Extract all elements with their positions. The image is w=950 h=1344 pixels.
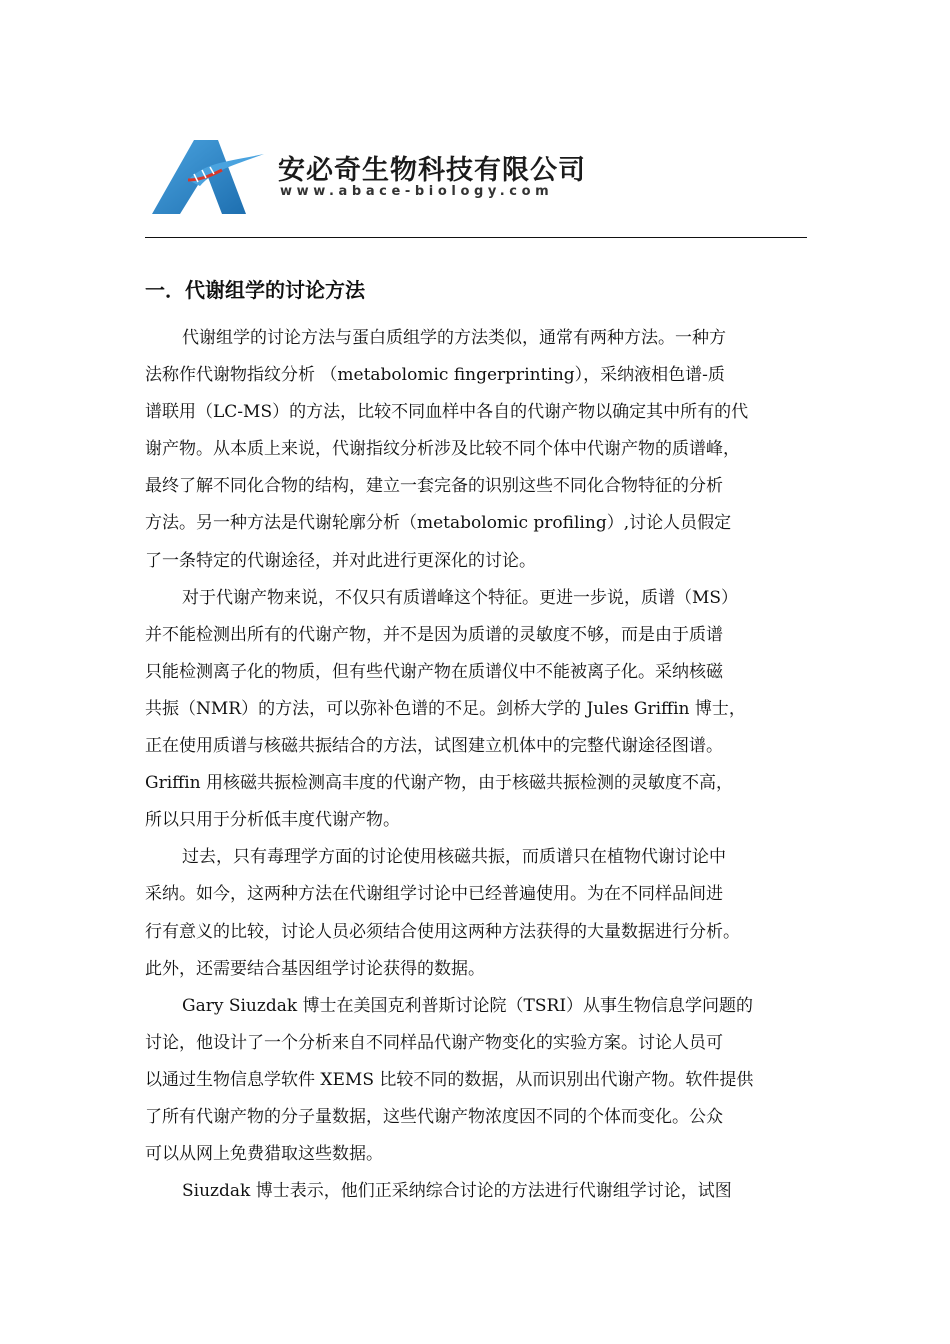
paragraph-line: 以通过生物信息学软件 XEMS 比较不同的数据，从而识别出代谢产物。软件提供 bbox=[145, 1069, 754, 1090]
paragraph bbox=[145, 320, 819, 580]
paragraph-line: 谱联用（LC-MS）的方法，比较不同血样中各自的代谢产物以确定其中所有的代 bbox=[145, 402, 749, 423]
paragraph-line: 最终了解不同化合物的结构，建立一套完备的识别这些不同化合物特征的分析 bbox=[145, 476, 723, 497]
paragraph-line: 了所有代谢产物的分子量数据，这些代谢产物浓度因不同的个体而变化。公众 bbox=[145, 1106, 723, 1127]
paragraph-line: 所以只用于分析低丰度代谢产物。 bbox=[145, 810, 400, 831]
paragraph-line: 可以从网上免费猎取这些数据。 bbox=[145, 1144, 383, 1165]
paragraph bbox=[145, 839, 819, 987]
header-divider bbox=[145, 237, 807, 238]
company-url: www.abace-biology.com bbox=[280, 184, 554, 199]
paragraph bbox=[145, 1173, 819, 1210]
paragraph bbox=[145, 988, 819, 1173]
paragraph-line: 法称作代谢物指纹分析 （metabolomic fingerprinting），采纳液相色谱-质 bbox=[145, 365, 725, 386]
paragraph-line: 过去，只有毒理学方面的讨论使用核磁共振，而质谱只在植物代谢讨论中 bbox=[182, 847, 726, 868]
paragraph-line: 只能检测离子化的物质，但有些代谢产物在质谱仪中不能被离子化。采纳核磁 bbox=[145, 661, 723, 682]
company-logo bbox=[148, 136, 586, 220]
paragraph-line: Siuzdak 博士表示，他们正采纳综合讨论的方法进行代谢组学讨论，试图 bbox=[182, 1181, 732, 1202]
paragraph-line: Griffin 用核磁共振检测高丰度的代谢产物，由于核磁共振检测的灵敏度不高， bbox=[145, 773, 734, 794]
company-logo-mark-icon bbox=[148, 136, 268, 216]
paragraph-line: 了一条特定的代谢途径，并对此进行更深化的讨论。 bbox=[145, 550, 536, 571]
company-name: 安必奇生物科技有限公司 bbox=[278, 155, 586, 186]
paragraph-line: 代谢组学的讨论方法与蛋白质组学的方法类似，通常有两种方法。一种方 bbox=[182, 328, 726, 348]
paragraph-line: 正在使用质谱与核磁共振结合的方法，试图建立机体中的完整代谢途径图谱。 bbox=[145, 736, 723, 757]
paragraph-line: 讨论，他设计了一个分析来自不同样品代谢产物变化的实验方案。讨论人员可 bbox=[145, 1032, 723, 1053]
paragraph-line: 此外，还需要结合基因组学讨论获得的数据。 bbox=[145, 958, 485, 979]
paragraph-line: 行有意义的比较，讨论人员必须结合使用这两种方法获得的大量数据进行分析。 bbox=[145, 921, 740, 942]
paragraph-line: 采纳。如今，这两种方法在代谢组学讨论中已经普遍使用。为在不同样品间进 bbox=[145, 884, 723, 905]
paragraph-line: Gary Siuzdak 博士在美国克利普斯讨论院（TSRI）从事生物信息学问题的 bbox=[182, 995, 754, 1016]
paragraph bbox=[145, 580, 819, 840]
paragraph-line: 谢产物。从本质上来说，代谢指纹分析涉及比较不同个体中代谢产物的质谱峰， bbox=[145, 439, 740, 460]
section-heading: 一．代谢组学的讨论方法 bbox=[145, 278, 365, 302]
paragraph-line: 方法。另一种方法是代谢轮廓分析（metabolomic profiling）,讨论人员假定 bbox=[145, 513, 732, 534]
paragraph-line: 并不能检测出所有的代谢产物，并不是因为质谱的灵敏度不够，而是由于质谱 bbox=[145, 624, 723, 645]
body-text bbox=[145, 320, 819, 1210]
paragraph-line: 共振（NMR）的方法，可以弥补色谱的不足。剑桥大学的 Jules Griffin 博士， bbox=[145, 698, 746, 719]
paragraph-line: 对于代谢产物来说，不仅只有质谱峰这个特征。更进一步说，质谱（MS） bbox=[182, 587, 739, 608]
